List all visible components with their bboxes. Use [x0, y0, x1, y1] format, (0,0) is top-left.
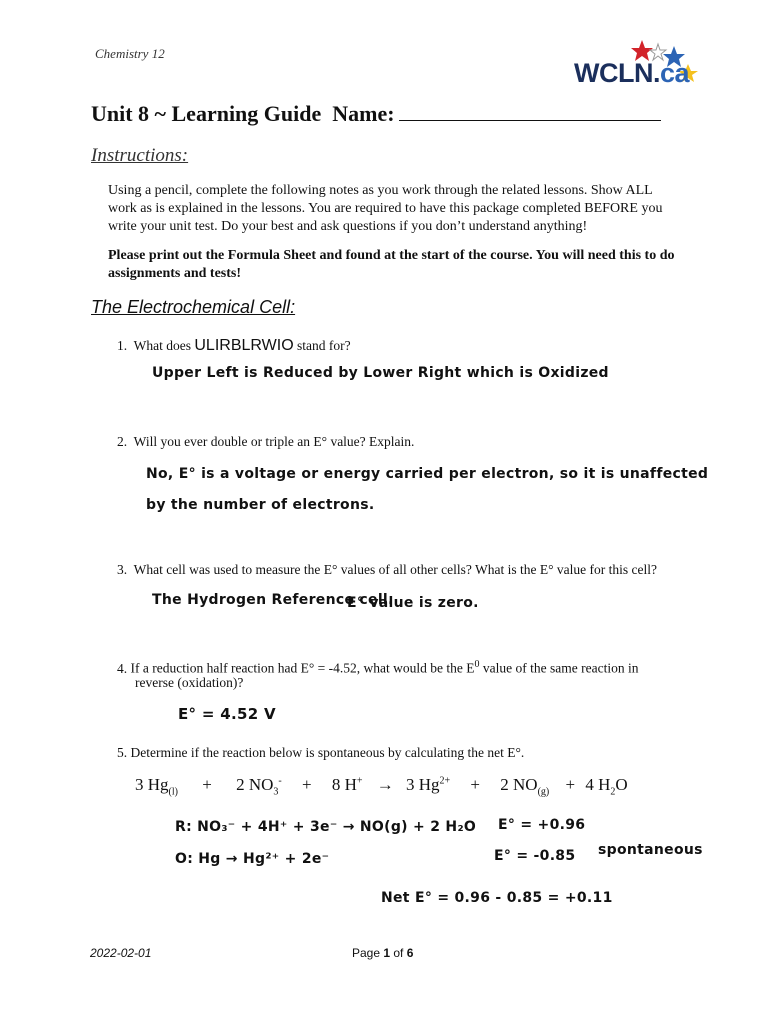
reduction-potential: E° = +0.96	[498, 817, 586, 833]
answer-2-line-1: No, E° is a voltage or energy carried per electron, so it is unaffected	[146, 466, 709, 482]
question-4: 4. If a reduction half reaction had E° = -4.52, what would be the $E^0$ value of the same reaction in	[117, 659, 639, 676]
instructions-paragraph: Using a pencil, complete the following notes as you work through the related lessons. Show ALL work as is explained in the lessons. You are required to have this package completed BEFORE you write your unit test. Do your best and ask questions if you don’t understand anything!	[108, 183, 663, 234]
footer-date: 2022-02-01	[90, 946, 152, 960]
page-number: Page 1 of 6	[352, 946, 414, 960]
answer-4: E° = 4.52 V	[178, 705, 276, 723]
spontaneous-verdict: spontaneous	[598, 842, 703, 858]
name-blank-line[interactable]	[399, 100, 661, 121]
reaction-equation: 3 $Hg_{(l)} + 2$ $NO_3^- + 8$ H+ → 3 $Hg^{2+} + 2$ $NO_{(g)} + 4$ $H_2O$	[135, 775, 628, 798]
question-1: 1. What does ULIRBLRWIO stand for?	[117, 337, 351, 354]
question-4-line-2: reverse (oxidation)?	[135, 675, 244, 690]
answer-2-line-2: by the number of electrons.	[146, 497, 375, 513]
acronym: ULIRBLRWIO	[194, 337, 294, 354]
page-title	[91, 100, 661, 127]
instructions-heading: Instructions:	[91, 145, 189, 166]
question-2: 2. Will you ever double or triple an E° value? Explain.	[117, 434, 415, 449]
title-text: Unit 8 ~ Learning Guide	[91, 101, 322, 126]
oxidation-potential: E° = -0.85	[494, 848, 576, 864]
answer-1: Upper Left is Reduced by Lower Right which is Oxidized	[152, 365, 609, 381]
net-potential: Net E° = 0.96 - 0.85 = +0.11	[381, 890, 613, 906]
formula-sheet-note: Please print out the Formula Sheet and found at the start of the course. You will need this to do assignments and tests!	[108, 248, 675, 281]
course-label: Chemistry 12	[95, 46, 165, 61]
arrow-icon: →	[376, 775, 394, 794]
answer-3-b: E° value is zero.	[347, 595, 479, 611]
name-label: Name:	[332, 101, 395, 126]
section-heading: The Electrochemical Cell:	[91, 297, 296, 317]
wcln-logo	[572, 38, 702, 94]
oxidation-half-reaction: O: Hg → Hg²⁺ + 2e⁻	[175, 851, 330, 867]
question-5: 5. Determine if the reaction below is spontaneous by calculating the net E°.	[117, 745, 525, 760]
reduction-half-reaction: R: NO₃⁻ + 4H⁺ + 3e⁻ → NO(g) + 2 H₂O	[175, 819, 477, 835]
logo-wordmark: WCLN.ca	[574, 58, 690, 88]
question-3: 3. What cell was used to measure the E° values of all other cells? What is the E° value for this cell?	[117, 562, 658, 577]
answer-3-a: The Hydrogen Reference cell.	[152, 592, 394, 608]
